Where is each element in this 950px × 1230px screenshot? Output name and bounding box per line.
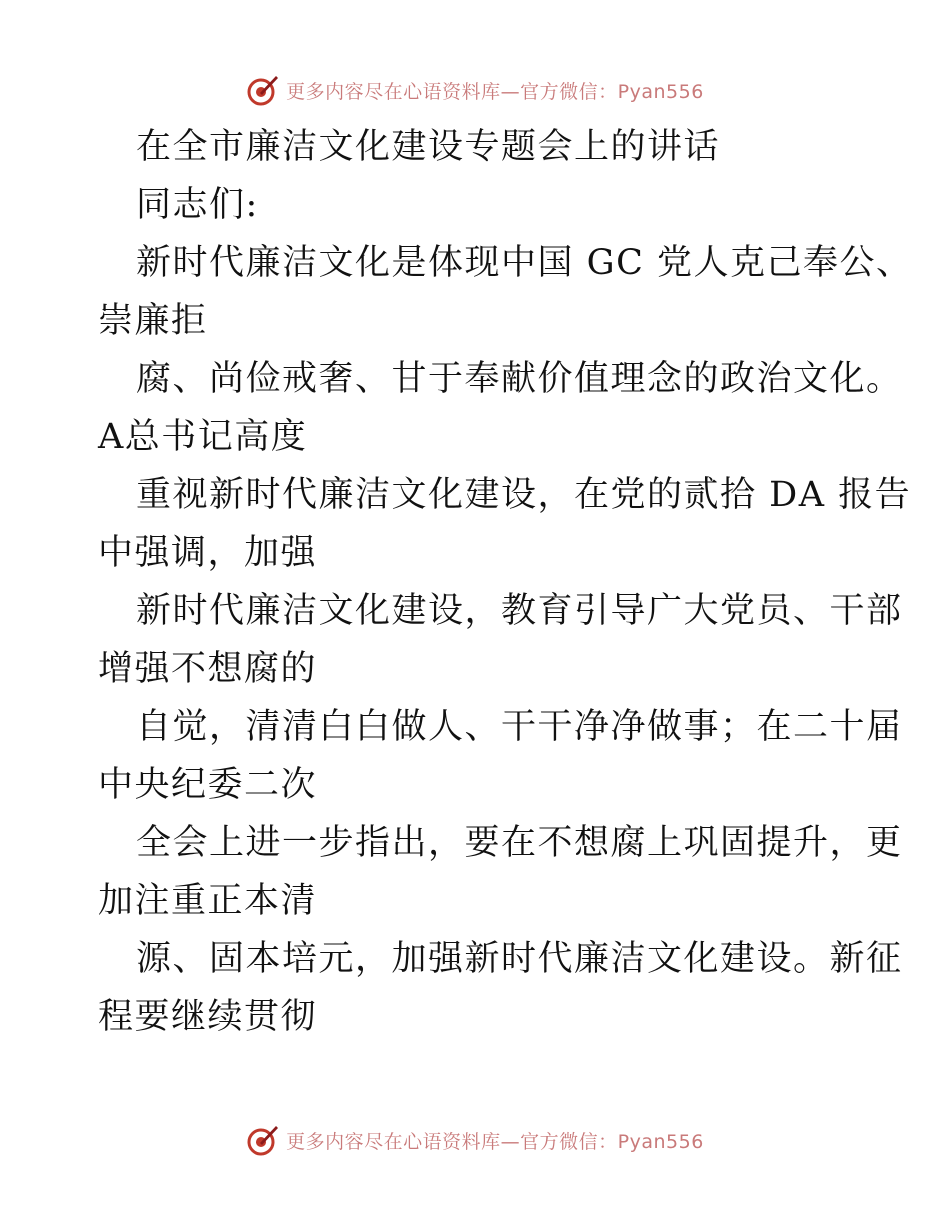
text-line: 程要继续贯彻 (98, 997, 318, 1037)
quill-circle-logo-icon (246, 73, 280, 107)
text-line: 中强调，加强 (98, 533, 318, 573)
text-line: 加注重正本清 (98, 881, 318, 921)
watermark-text: 更多内容尽在心语资料库—官方微信：Pyan556 (286, 1130, 704, 1153)
text-line: 全会上进一步指出，要在不想腐上巩固提升，更 (136, 823, 903, 863)
text-line: 同志们: (136, 185, 259, 225)
quill-circle-logo-icon (246, 1123, 280, 1157)
text-line: A总书记高度 (98, 417, 308, 457)
text-line: 中央纪委二次 (98, 765, 318, 805)
document-body (98, 122, 913, 1050)
text-line: 腐、尚俭戒奢、甘于奉献价值理念的政治文化。 (136, 359, 903, 399)
watermark-text: 更多内容尽在心语资料库—官方微信：Pyan556 (286, 80, 704, 103)
text-line: 新时代廉洁文化是体现中国 GC 党人克己奉公、 (136, 243, 913, 283)
text-line: 源、固本培元，加强新时代廉洁文化建设。新征 (136, 939, 903, 979)
text-line: 重视新时代廉洁文化建设，在党的贰拾 DA 报告 (136, 475, 912, 515)
text-line: 增强不想腐的 (98, 649, 318, 689)
footer-watermark (0, 1120, 950, 1160)
text-line: 自觉，清清白白做人、干干净净做事；在二十届 (136, 707, 903, 747)
text-line: 崇廉拒 (98, 301, 208, 341)
header-watermark (0, 70, 950, 110)
document-title: 在全市廉洁文化建设专题会上的讲话 (136, 127, 721, 167)
text-line: 新时代廉洁文化建设，教育引导广大党员、干部 (136, 591, 903, 631)
